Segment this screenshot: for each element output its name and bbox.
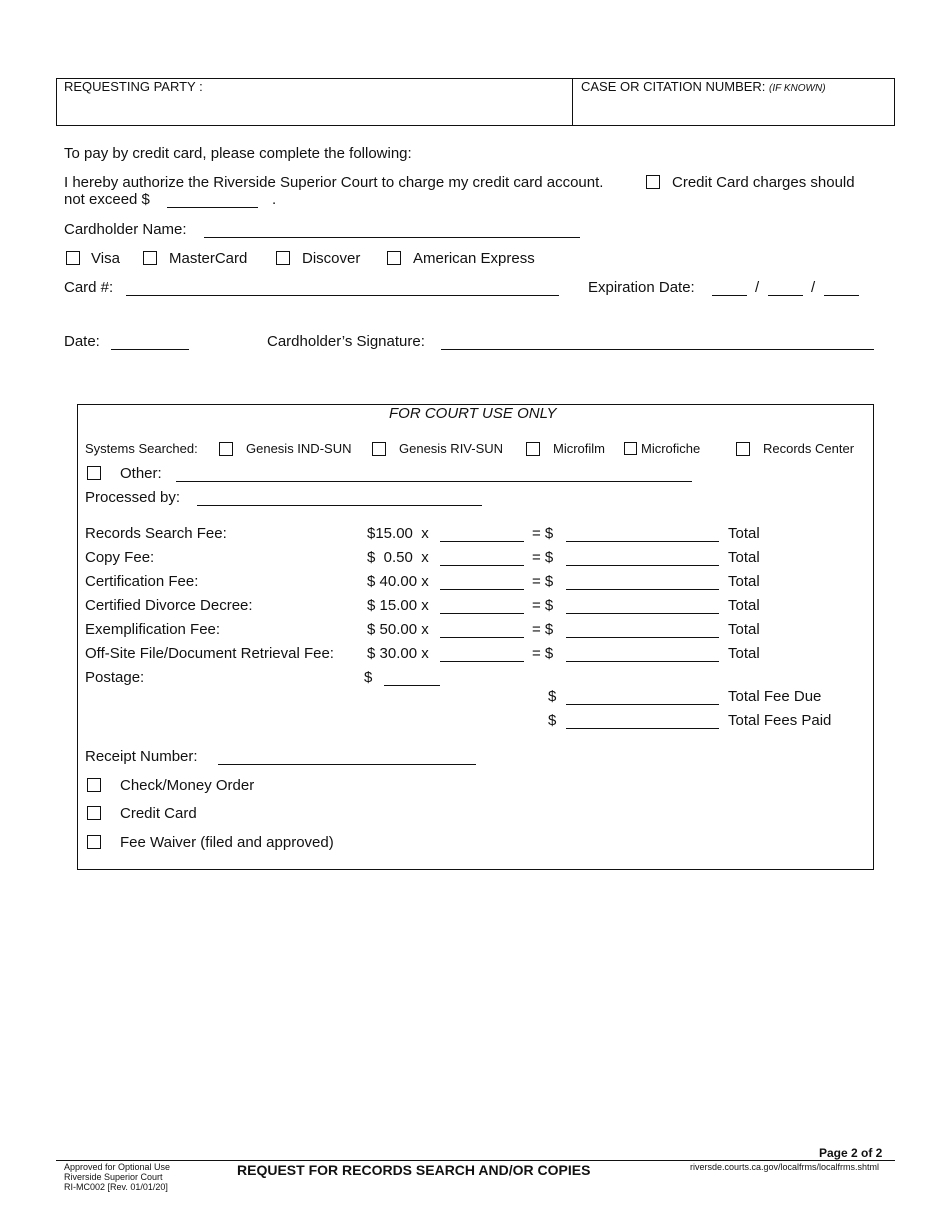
discover-label: Discover xyxy=(302,250,361,267)
expiration-label: Expiration Date: xyxy=(588,279,695,296)
fee-total-label: Total xyxy=(728,549,760,566)
processed-by-label: Processed by: xyxy=(85,489,181,506)
approved-line-2: Riverside Superior Court xyxy=(64,1172,163,1182)
american-express-label: American Express xyxy=(413,250,535,267)
footer-url: riversde.courts.ca.gov/localfrms/localfrms.shtml xyxy=(690,1162,880,1172)
total-fee-due-field[interactable] xyxy=(566,704,719,705)
case-number-label: CASE OR CITATION NUMBER: (IF KNOWN) xyxy=(581,79,826,94)
total-fees-paid-field[interactable] xyxy=(566,728,719,729)
fee-quantity-field[interactable] xyxy=(440,541,524,542)
requesting-party-field[interactable] xyxy=(64,96,564,122)
visa-checkbox[interactable] xyxy=(66,251,80,265)
check-money-order-checkbox[interactable] xyxy=(87,778,101,792)
fee-total-label: Total xyxy=(728,597,760,614)
fee-quantity-field[interactable] xyxy=(440,565,524,566)
microfiche-checkbox[interactable] xyxy=(624,442,637,455)
fee-rate: $ 40.00 x xyxy=(367,573,429,590)
total-fee-due-label: Total Fee Due xyxy=(728,688,822,705)
postage-label: Postage: xyxy=(85,669,145,686)
footer-rule xyxy=(56,1160,895,1161)
fee-total-label: Total xyxy=(728,573,760,590)
discover-checkbox[interactable] xyxy=(276,251,290,265)
fee-amount-field[interactable] xyxy=(566,565,719,566)
mastercard-checkbox[interactable] xyxy=(143,251,157,265)
date-field[interactable] xyxy=(111,349,189,350)
fee-equals: = $ xyxy=(532,549,554,566)
records-center-checkbox[interactable] xyxy=(736,442,750,456)
fee-rate: $ 15.00 x xyxy=(367,597,429,614)
authorize-text: I hereby authorize the Riverside Superior Court to charge my credit card account. xyxy=(64,174,604,191)
limit-label-2: not exceed $ xyxy=(64,191,150,208)
fee-amount-field[interactable] xyxy=(566,613,719,614)
signature-label: Cardholder’s Signature: xyxy=(267,333,425,350)
mastercard-label: MasterCard xyxy=(169,250,248,267)
card-number-field[interactable] xyxy=(126,295,559,296)
systems-searched-label: Systems Searched: xyxy=(85,441,198,456)
credit-card-intro: To pay by credit card, please complete the following: xyxy=(64,145,412,162)
expiration-slash-2: / xyxy=(811,279,816,296)
page-number: Page 2 of 2 xyxy=(819,1146,883,1160)
fee-quantity-field[interactable] xyxy=(440,613,524,614)
limit-charges-checkbox[interactable] xyxy=(646,175,660,189)
case-number-field[interactable] xyxy=(581,96,886,122)
fee-equals: = $ xyxy=(532,525,554,542)
fee-label: Off-Site File/Document Retrieval Fee: xyxy=(85,645,334,662)
limit-label-1: Credit Card charges should xyxy=(672,174,855,191)
total-fees-paid-label: Total Fees Paid xyxy=(728,712,832,729)
approved-line-3: RI-MC002 [Rev. 01/01/20] xyxy=(64,1182,168,1192)
date-label: Date: xyxy=(64,333,100,350)
fee-label: Exemplification Fee: xyxy=(85,621,221,638)
other-field[interactable] xyxy=(176,481,692,482)
requesting-party-label: REQUESTING PARTY : xyxy=(64,79,203,94)
other-checkbox[interactable] xyxy=(87,466,101,480)
approved-line-1: Approved for Optional Use xyxy=(64,1162,171,1172)
fee-rate: $ 30.00 x xyxy=(367,645,429,662)
fee-label: Certification Fee: xyxy=(85,573,199,590)
limit-amount-field[interactable] xyxy=(167,207,258,208)
genesis-riv-sun-label: Genesis RIV-SUN xyxy=(399,441,504,456)
fee-amount-field[interactable] xyxy=(566,637,719,638)
cardholder-name-field[interactable] xyxy=(204,237,580,238)
postage-dollar: $ xyxy=(364,669,373,686)
form-title: REQUEST FOR RECORDS SEARCH AND/OR COPIES xyxy=(237,1162,591,1178)
genesis-ind-sun-label: Genesis IND-SUN xyxy=(246,441,352,456)
check-money-order-label: Check/Money Order xyxy=(120,777,255,794)
court-use-title: FOR COURT USE ONLY xyxy=(389,405,557,422)
fee-equals: = $ xyxy=(532,621,554,638)
fee-total-label: Total xyxy=(728,621,760,638)
receipt-number-field[interactable] xyxy=(218,764,476,765)
processed-by-field[interactable] xyxy=(197,505,482,506)
cardholder-name-label: Cardholder Name: xyxy=(64,221,187,238)
genesis-riv-sun-checkbox[interactable] xyxy=(372,442,386,456)
fee-equals: = $ xyxy=(532,645,554,662)
records-center-label: Records Center xyxy=(763,441,855,456)
microfilm-label: Microfilm xyxy=(553,441,605,456)
expiration-year-field[interactable] xyxy=(824,295,859,296)
fee-equals: = $ xyxy=(532,573,554,590)
fee-waiver-label: Fee Waiver (filed and approved) xyxy=(120,834,334,851)
expiration-month-field[interactable] xyxy=(712,295,747,296)
total-fees-paid-dollar: $ xyxy=(548,712,557,729)
receipt-number-label: Receipt Number: xyxy=(85,748,198,765)
expiration-slash-1: / xyxy=(755,279,760,296)
fee-rate: $ 50.00 x xyxy=(367,621,429,638)
fee-rate: $ 0.50 x xyxy=(367,549,429,566)
fee-quantity-field[interactable] xyxy=(440,637,524,638)
microfiche-label: Microfiche xyxy=(641,441,701,456)
limit-period: . xyxy=(272,191,277,208)
case-number-note: (IF KNOWN) xyxy=(769,83,826,94)
fee-equals: = $ xyxy=(532,597,554,614)
card-number-label: Card #: xyxy=(64,279,114,296)
fee-quantity-field[interactable] xyxy=(440,661,524,662)
credit-card-label: Credit Card xyxy=(120,805,197,822)
postage-field[interactable] xyxy=(384,685,440,686)
visa-label: Visa xyxy=(91,250,120,267)
fee-label: Records Search Fee: xyxy=(85,525,227,542)
fee-total-label: Total xyxy=(728,525,760,542)
fee-amount-field[interactable] xyxy=(566,661,719,662)
total-fee-due-dollar: $ xyxy=(548,688,557,705)
fee-total-label: Total xyxy=(728,645,760,662)
expiration-day-field[interactable] xyxy=(768,295,803,296)
genesis-ind-sun-checkbox[interactable] xyxy=(219,442,233,456)
header-divider xyxy=(572,78,573,126)
credit-card-checkbox[interactable] xyxy=(87,806,101,820)
fee-quantity-field[interactable] xyxy=(440,589,524,590)
fee-label: Copy Fee: xyxy=(85,549,155,566)
signature-field[interactable] xyxy=(441,349,874,350)
approved-block xyxy=(64,1162,170,1192)
fee-label: Certified Divorce Decree: xyxy=(85,597,253,614)
fee-rate: $15.00 x xyxy=(367,525,429,542)
fee-amount-field[interactable] xyxy=(566,541,719,542)
microfilm-checkbox[interactable] xyxy=(526,442,540,456)
fee-amount-field[interactable] xyxy=(566,589,719,590)
fee-waiver-checkbox[interactable] xyxy=(87,835,101,849)
american-express-checkbox[interactable] xyxy=(387,251,401,265)
other-label: Other: xyxy=(120,465,162,482)
